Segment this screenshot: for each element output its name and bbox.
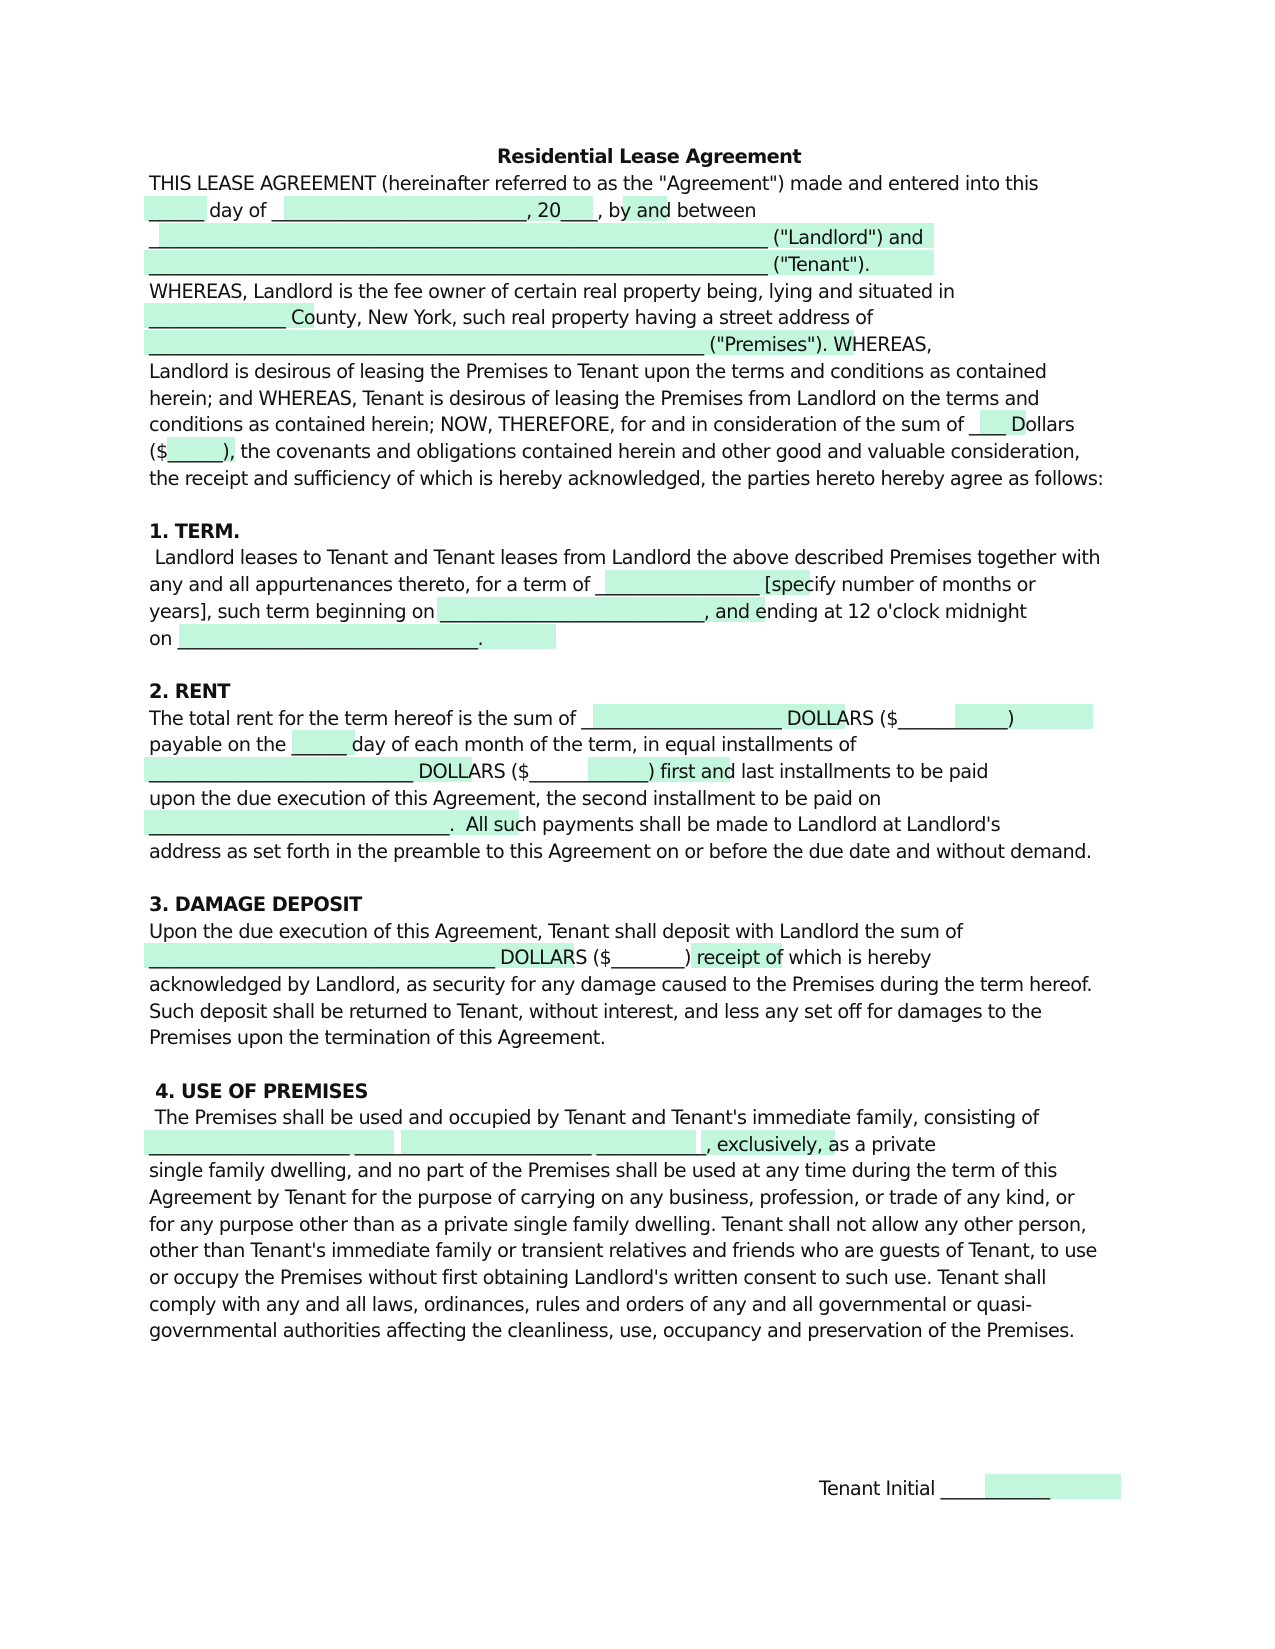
rent-line: _____________________________ DOLLARS ($_____________) first and last installments to be paid — [149, 760, 989, 783]
term-line: on _________________________________. — [149, 627, 484, 650]
rent-heading: 2. RENT — [149, 680, 230, 703]
preamble-line: ____________________________________________________________________ ("Landlord") and — [149, 226, 924, 249]
rent-line: payable on the ______ day of each month of the term, in equal installments of — [149, 733, 856, 756]
use-line: for any purpose other than as a private single family dwelling. Tenant shall not allow any other person, — [149, 1213, 1087, 1236]
preamble-line: conditions as contained herein; NOW, THEREFORE, for and in consideration of the sum of ____ Dollars — [149, 413, 1075, 436]
deposit-line: ______________________________________ DOLLARS ($________) receipt of which is hereby — [149, 946, 931, 969]
use-line: other than Tenant's immediate family or transient relatives and friends who are guests of Tenant, to use — [149, 1239, 1097, 1262]
preamble-line: THIS LEASE AGREEMENT (hereinafter referred to as the "Agreement") made and entered into this — [149, 172, 1039, 195]
preamble-line: ($______), the covenants and obligations contained herein and other good and valuable consideration, — [149, 440, 1080, 463]
preamble-line: the receipt and sufficiency of which is hereby acknowledged, the parties hereto hereby agree as follows: — [149, 467, 1104, 490]
term-line: any and all appurtenances thereto, for a term of __________________ [specify number of months or — [149, 573, 1036, 596]
rent-line: address as set forth in the preamble to this Agreement on or before the due date and without demand. — [149, 840, 1092, 863]
document-title: Residential Lease Agreement — [496, 145, 802, 168]
term-line: years], such term beginning on _____________________________, and ending at 12 o'clock midnight — [149, 600, 1027, 623]
use-line: The Premises shall be used and occupied by Tenant and Tenant's immediate family, consisting of — [149, 1106, 1039, 1129]
use-line: governmental authorities affecting the cleanliness, use, occupancy and preservation of the Premises. — [149, 1319, 1075, 1342]
preamble-line: ______ day of ____________________________, 20____, by and between — [149, 199, 757, 222]
preamble-line: ____________________________________________________________________ ("Tenant"). — [149, 253, 870, 276]
use-line: or occupy the Premises without first obtaining Landlord's written consent to such use. Tenant shall — [149, 1266, 1046, 1289]
use-line: comply with any and all laws, ordinances, rules and orders of any and all governmental or quasi- — [149, 1293, 1032, 1316]
preamble-line: WHEREAS, Landlord is the fee owner of certain real property being, lying and situated in — [149, 280, 955, 303]
deposit-line: Premises upon the termination of this Agreement. — [149, 1026, 606, 1049]
preamble-line: _____________________________________________________________ ("Premises"). WHEREAS, — [149, 333, 932, 356]
deposit-line: Upon the due execution of this Agreement, Tenant shall deposit with Landlord the sum of — [149, 920, 963, 943]
lease-document — [149, 0, 1149, 1649]
use-heading: 4. USE OF PREMISES — [149, 1080, 368, 1103]
rent-line: upon the due execution of this Agreement, the second installment to be paid on — [149, 787, 881, 810]
use-line: Agreement by Tenant for the purpose of carrying on any business, profession, or trade of any kind, or — [149, 1186, 1075, 1209]
rent-line: _________________________________. All such payments shall be made to Landlord at Landlord's — [149, 813, 1001, 836]
term-heading: 1. TERM. — [149, 520, 240, 543]
rent-line: The total rent for the term hereof is the sum of ______________________ DOLLARS ($____________) — [149, 707, 1015, 730]
use-line: ______________________ __________________________ ____________, exclusively, as a private — [149, 1133, 936, 1156]
deposit-heading: 3. DAMAGE DEPOSIT — [149, 893, 362, 916]
tenant-initial-label: Tenant Initial ____________ — [819, 1477, 1050, 1500]
preamble-line: _______________ County, New York, such real property having a street address of — [149, 306, 873, 329]
preamble-line: Landlord is desirous of leasing the Premises to Tenant upon the terms and conditions as contained — [149, 360, 1047, 383]
deposit-line: Such deposit shall be returned to Tenant, without interest, and less any set off for damages to the — [149, 1000, 1042, 1023]
term-line: Landlord leases to Tenant and Tenant leases from Landlord the above described Premises together with — [149, 546, 1101, 569]
use-line: single family dwelling, and no part of the Premises shall be used at any time during the term of this — [149, 1159, 1057, 1182]
preamble-line: herein; and WHEREAS, Tenant is desirous of leasing the Premises from Landlord on the terms and — [149, 387, 1040, 410]
deposit-line: acknowledged by Landlord, as security for any damage caused to the Premises during the term hereof. — [149, 973, 1092, 996]
